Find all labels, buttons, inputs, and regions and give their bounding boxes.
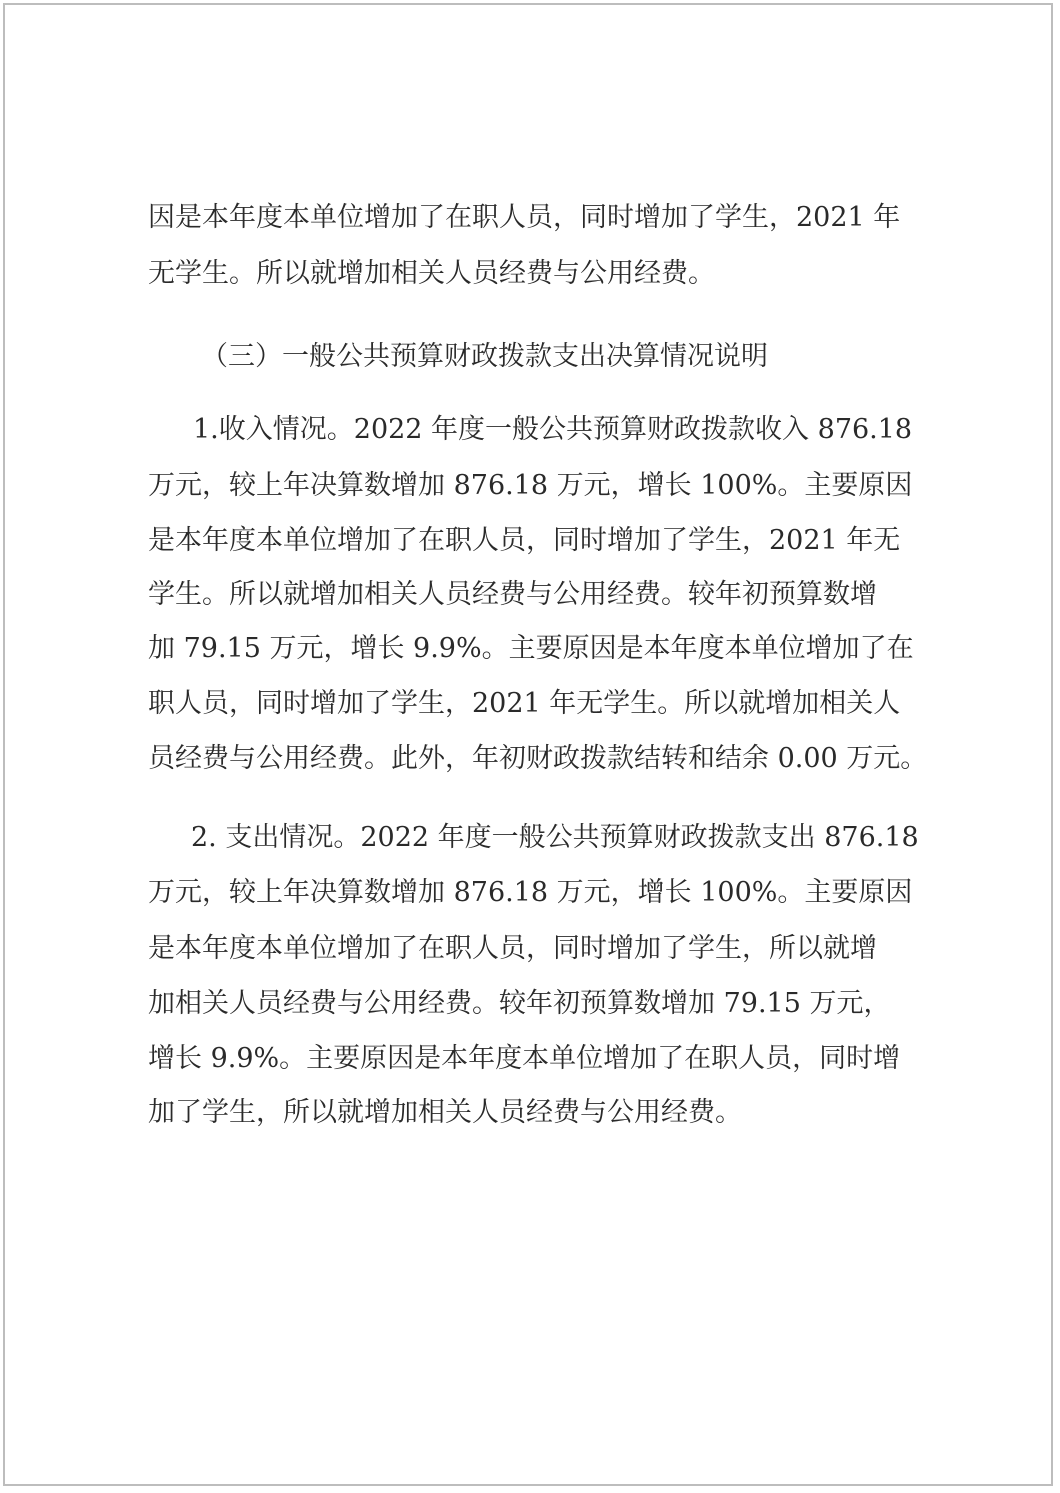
income-line-1: 1.收入情况。2022 年度一般公共预算财政拨款收入 876.18 [193,414,913,445]
document-page [3,3,1053,1486]
expenditure-line-5: 增长 9.9%。主要原因是本年度本单位增加了在职人员，同时增 [148,1043,901,1074]
intro-line-2: 无学生。所以就增加相关人员经费与公用经费。 [148,258,715,289]
income-line-6: 职人员，同时增加了学生，2021 年无学生。所以就增加相关人 [148,688,901,719]
expenditure-line-2: 万元，较上年决算数增加 876.18 万元，增长 100%。主要原因 [148,877,913,908]
intro-line-1: 因是本年度本单位增加了在职人员，同时增加了学生，2021 年 [148,202,901,233]
section-heading: （三）一般公共预算财政拨款支出决算情况说明 [201,341,768,372]
income-line-2: 万元，较上年决算数增加 876.18 万元，增长 100%。主要原因 [148,470,913,501]
income-line-5: 加 79.15 万元，增长 9.9%。主要原因是本年度本单位增加了在 [148,633,914,664]
expenditure-line-3: 是本年度本单位增加了在职人员，同时增加了学生，所以就增 [148,933,877,964]
income-line-3: 是本年度本单位增加了在职人员，同时增加了学生，2021 年无 [148,525,901,556]
expenditure-line-4: 加相关人员经费与公用经费。较年初预算数增加 79.15 万元， [148,988,891,1019]
expenditure-line-1: 2. 支出情况。2022 年度一般公共预算财政拨款支出 876.18 [191,822,919,853]
income-line-7: 员经费与公用经费。此外，年初财政拨款结转和结余 0.00 万元。 [148,743,928,774]
income-line-4: 学生。所以就增加相关人员经费与公用经费。较年初预算数增 [148,579,877,610]
expenditure-line-6: 加了学生，所以就增加相关人员经费与公用经费。 [148,1097,742,1128]
